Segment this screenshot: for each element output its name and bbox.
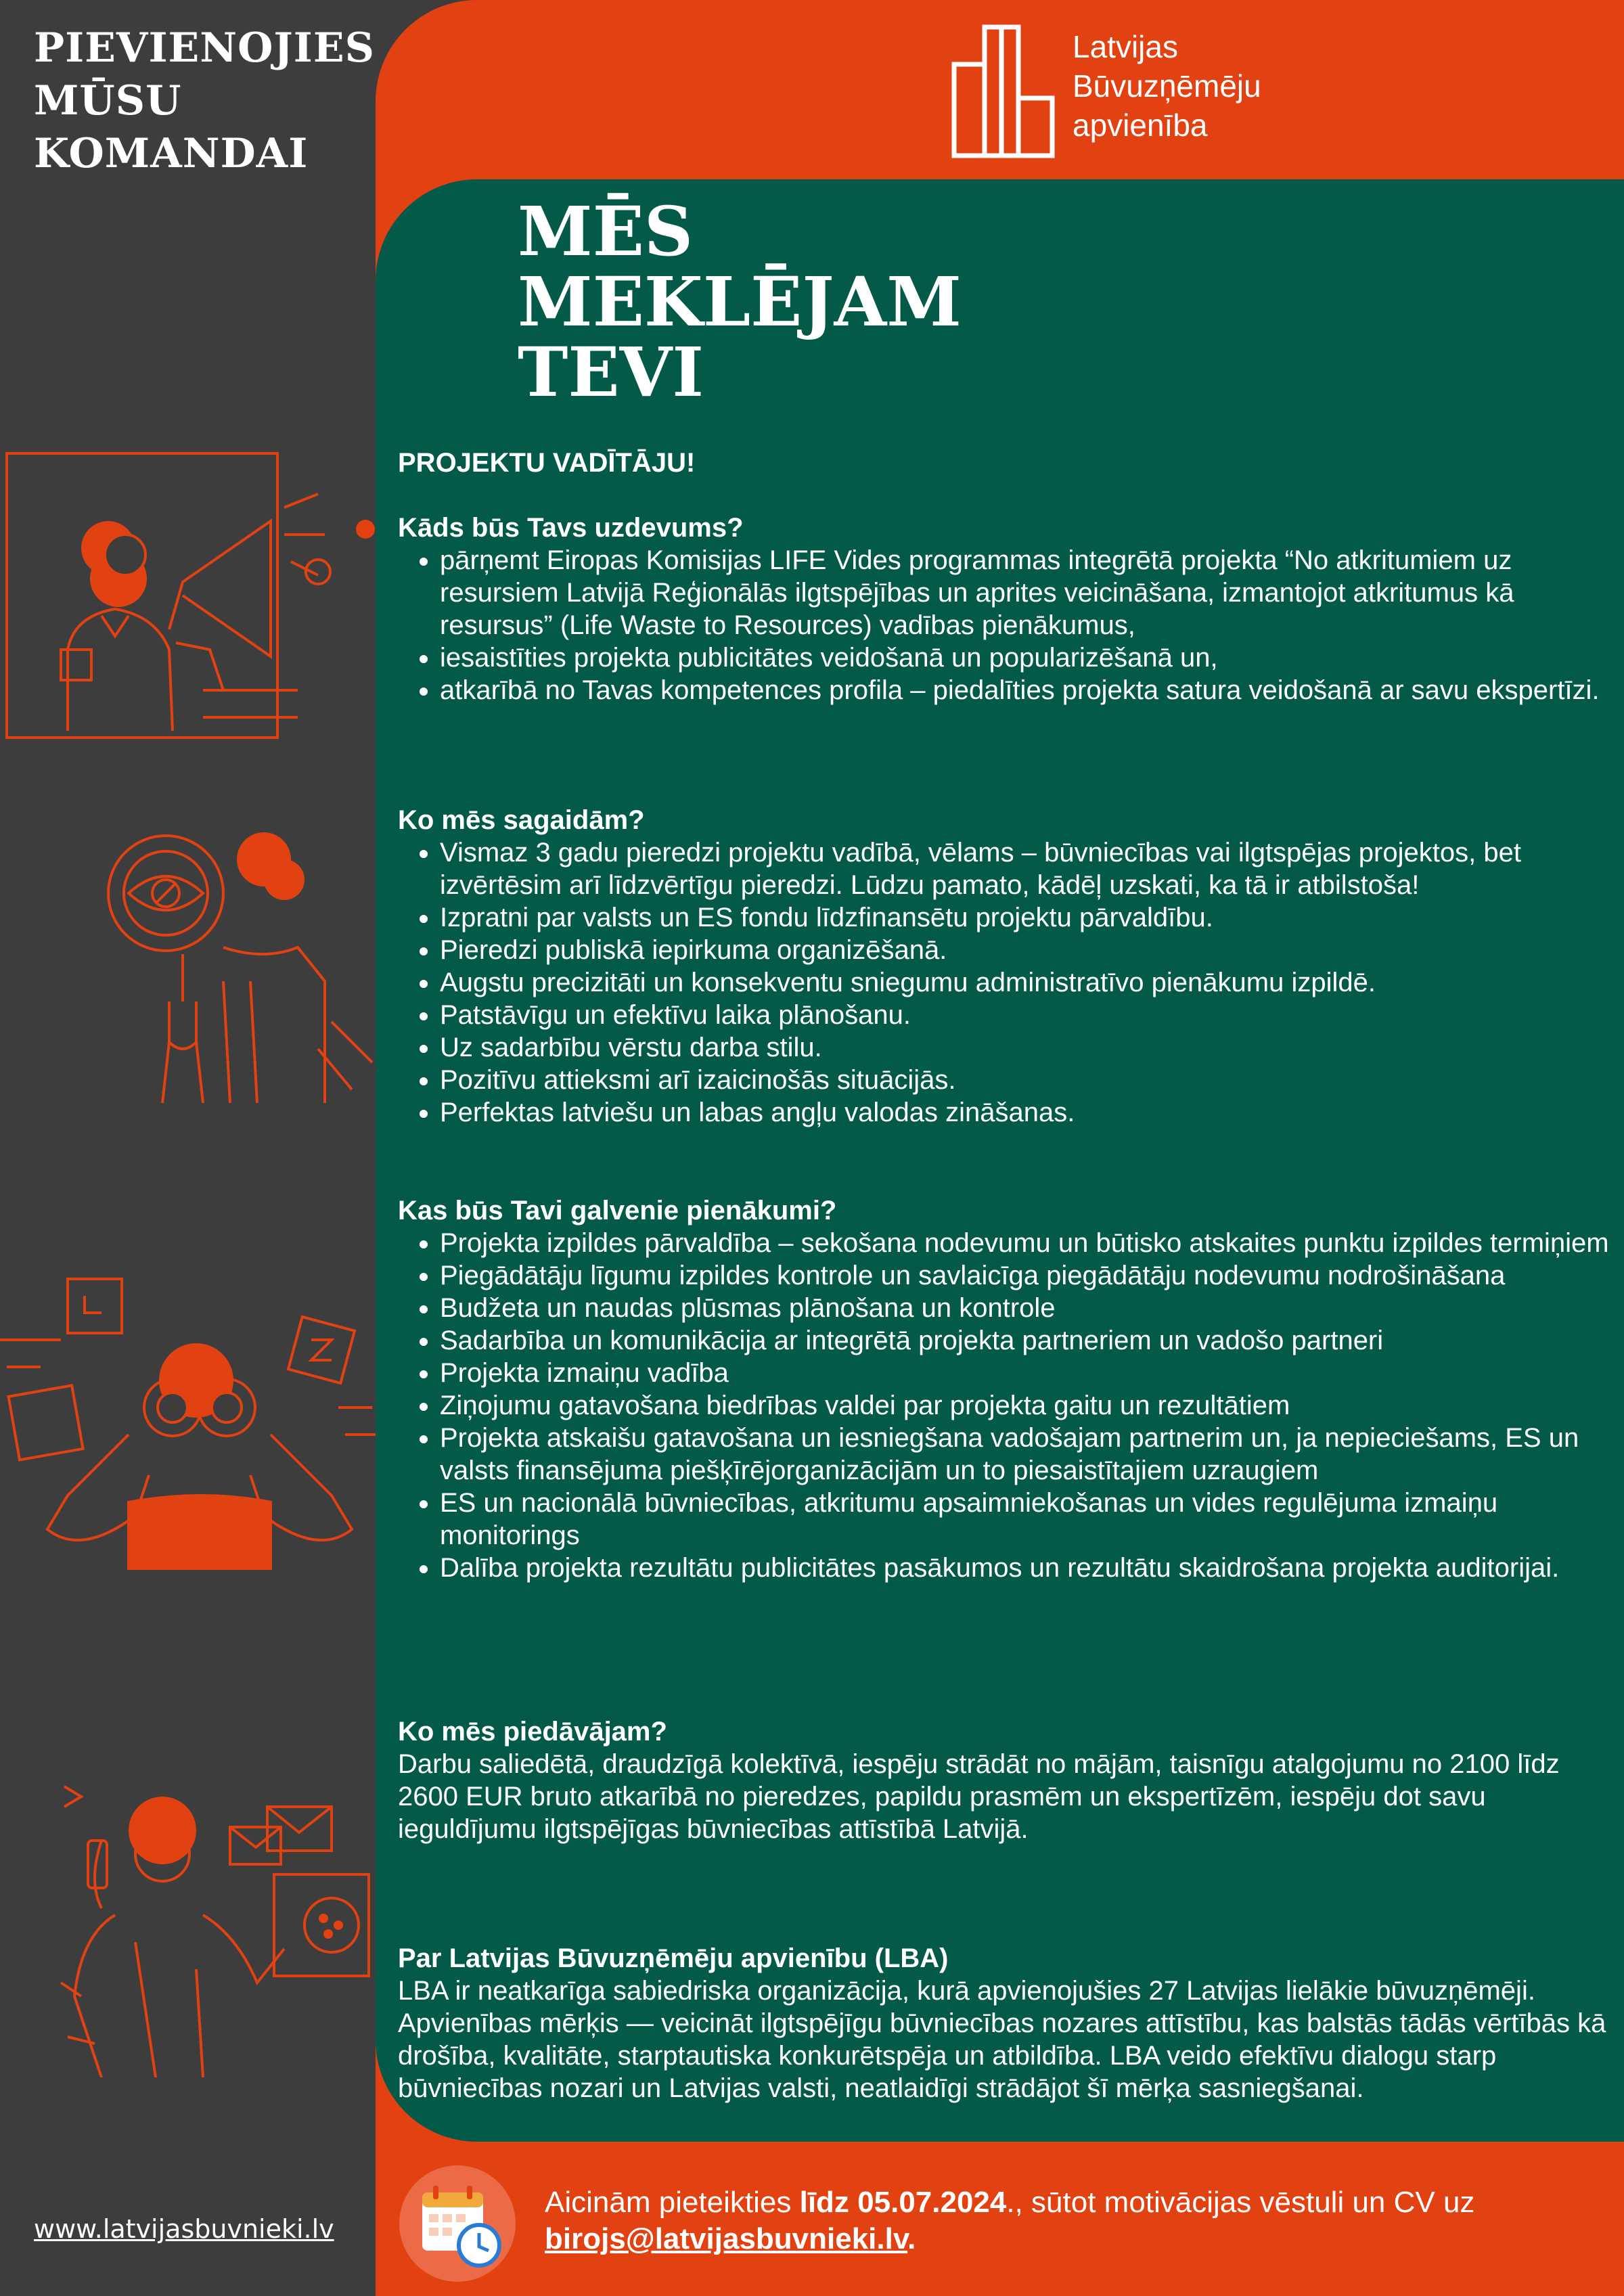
deadline-date: līdz 05.07.2024 xyxy=(799,2186,1007,2219)
section-heading: Kas būs Tavi galvenie pienākumi? xyxy=(398,1196,837,1225)
list-item: • Vismaz 3 gadu pieredzi projektu vadībā, vēlams – būvniecības vai ilgtspējas projektos, bet izvērtēsim arī līdzvērtīgu pieredzi. Lūdzu pamato, kādēļ uzskati, ka tā ir atbilstoša! xyxy=(440,836,1609,901)
list-item: • Augstu precizitāti un konsekventu sniegumu administratīvo pienākumu izpildē. xyxy=(440,966,1609,999)
main-title-line: MĒS xyxy=(518,192,694,271)
footer-cta xyxy=(399,2159,1610,2280)
section-heading: Par Latvijas Būvuzņēmēju apvienību (LBA) xyxy=(398,1943,949,1973)
calendar-icon-badge xyxy=(399,2165,516,2282)
expect-list xyxy=(398,836,1609,1129)
footer-suffix: . xyxy=(907,2222,916,2255)
list-item: • Perfektas latviešu un labas angļu valodas zināšanas. xyxy=(440,1096,1609,1129)
join-title-line: KOMANDAI xyxy=(34,130,309,177)
list-item: • Ziņojumu gatavošana biedrības valdei par projekta gaitu un rezultātiem xyxy=(440,1389,1609,1422)
list-item: • Projekta atskaišu gatavošana un iesniegšana vadošajam partnerim un, ja nepieciešams, ES un valsts finansējuma piešķīrējorganizācijām un to piesaistītajiem uzraugiem xyxy=(440,1422,1609,1487)
list-item: • Piegādātāju līgumu izpildes kontrole un savlaicīga piegādātāju nodevumu nodrošināšana xyxy=(440,1259,1609,1292)
tasks-list xyxy=(398,544,1609,706)
footer-middle: ., sūtot motivācijas vēstuli un CV uz xyxy=(1006,2186,1475,2219)
job-content xyxy=(398,447,1609,2103)
list-item: • iesaistīties projekta publicitātes veidošanā un popularizēšanā un, xyxy=(440,641,1609,674)
person-binoculars-illustration xyxy=(0,1272,379,1570)
footer-prefix: Aicinām pieteikties xyxy=(545,2186,800,2219)
duties-list xyxy=(398,1227,1609,1584)
email-link[interactable]: birojs@latvijasbuvnieki.lv xyxy=(545,2222,908,2255)
list-item: • Pozitīvu attieksmi arī izaicinošās situācijās. xyxy=(440,1064,1609,1096)
list-item: • ES un nacionālā būvniecības, atkritumu apsaimniekošanas un vides regulējuma izmaiņu monitorings xyxy=(440,1487,1609,1552)
list-item: • atkarībā no Tavas kompetences profila – piedalīties projekta satura veidošanā ar savu ekspertīzi. xyxy=(440,674,1609,706)
offer-text: Darbu saliedētā, draudzīgā kolektīvā, iespēju strādāt no mājām, taisnīgu atalgojumu no 2100 līdz 2600 EUR bruto atkarībā no pieredzes, papildu prasmēm un ekspertīzēm, iespēju dot savu ieguldījumu ilgtspējīgas būvniecības attīstībā Latvijā. xyxy=(398,1749,1560,1844)
main-title-line: MEKLĒJAM xyxy=(518,262,962,342)
lba-logo-icon xyxy=(951,24,1059,159)
person-phone-mail-illustration xyxy=(0,1780,379,2077)
calendar-clock-icon xyxy=(399,2165,516,2282)
list-item: • Dalība projekta rezultātu publicitātes pasākumos un rezultātu skaidrošana projekta auditorijai. xyxy=(440,1552,1609,1584)
section-about xyxy=(398,1942,1609,2104)
section-heading: Kāds būs Tavs uzdevums? xyxy=(398,513,744,543)
section-offer xyxy=(398,1715,1609,1845)
main-title-line: TEVI xyxy=(518,332,704,412)
join-team-title xyxy=(34,22,375,180)
list-item: • Sadarbība un komunikācija ar integrētā projekta partneriem un vadošo partneri xyxy=(440,1324,1609,1357)
list-item: • Projekta izpildes pārvaldība – sekošana nodevumu un būtisko atskaites punktu izpildes termiņiem xyxy=(440,1227,1609,1259)
logo-line: Būvuzņēmēju xyxy=(1073,68,1261,104)
main-title xyxy=(518,192,962,412)
list-item: • pārņemt Eiropas Komisijas LIFE Vides programmas integrētā projekta “No atkritumiem uz resursiem Latvijā Reģionālās ilgtspējības un aprites veicināšana, izmantojot atkritumus kā resursus” (Life Waste to Resources) vadības pienākumus, xyxy=(440,544,1609,641)
logo-line: apvienība xyxy=(1073,108,1208,143)
website-link[interactable]: www.latvijasbuvnieki.lv xyxy=(34,2214,334,2244)
logo-text xyxy=(1073,27,1261,145)
section-duties xyxy=(398,1194,1609,1584)
list-item: • Patstāvīgu un efektīvu laika plānošanu. xyxy=(440,999,1609,1031)
list-item: • Izpratni par valsts un ES fondu līdzfinansētu projektu pārvaldību. xyxy=(440,901,1609,934)
logo-line: Latvijas xyxy=(1073,29,1178,64)
list-item: • Projekta izmaiņu vadība xyxy=(440,1357,1609,1389)
join-title-line: MŪSU xyxy=(34,77,182,125)
join-title-line: PIEVIENOJIES xyxy=(34,24,375,72)
section-tasks xyxy=(398,512,1609,706)
position-title: PROJEKTU VADĪTĀJU! xyxy=(398,448,696,478)
list-item: • Uz sadarbību vērstu darba stilu. xyxy=(440,1031,1609,1064)
list-item: • Pieredzi publiskā iepirkuma organizēšanā. xyxy=(440,934,1609,966)
section-expect xyxy=(398,804,1609,1129)
person-magnifier-illustration xyxy=(0,819,379,1110)
section-heading: Ko mēs piedāvājam? xyxy=(398,1717,667,1747)
about-text: LBA ir neatkarīga sabiedriska organizācija, kurā apvienojušies 27 Latvijas lielākie būvuzņēmēji. Apvienības mērķis — veicināt ilgtspējīgu būvniecības nozares attīstību, kas balstās tādās vērtībās kā drošība, kvalitāte, starptautiska konkurētspēja un atbildība. LBA veido efektīvu dialogu starp būvniecības nozari un Latvijas valsti, neatlaidīgi strādājot šī mērķa sasniegšanai. xyxy=(398,1976,1606,2103)
section-heading: Ko mēs sagaidām? xyxy=(398,805,645,835)
sidebar xyxy=(0,0,379,2296)
footer-text xyxy=(545,2184,1474,2257)
person-megaphone-illustration xyxy=(0,447,379,744)
list-item: • Budžeta un naudas plūsmas plānošana un kontrole xyxy=(440,1292,1609,1324)
